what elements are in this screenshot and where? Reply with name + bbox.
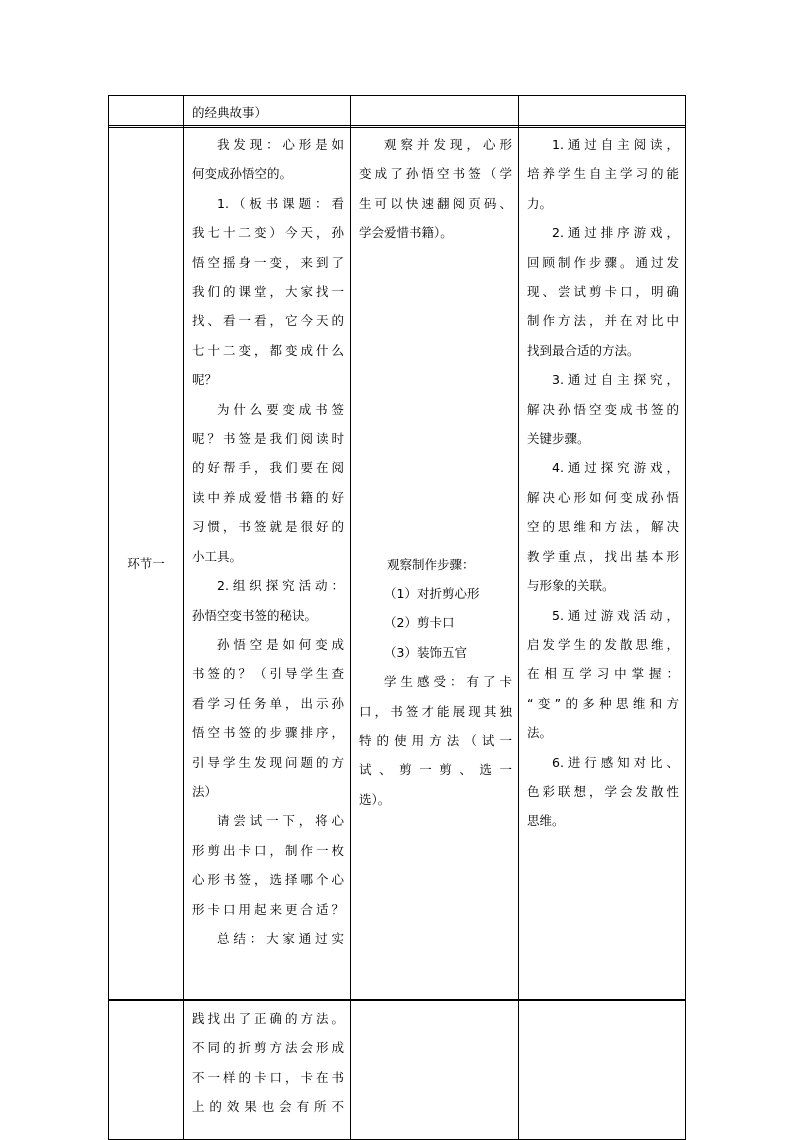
text-line: 试、剪一剪、选一 xyxy=(359,762,512,778)
text-line: 解决孙悟空变成书签的 xyxy=(527,401,679,417)
text-line: 心形书签，选择哪个心 xyxy=(192,872,344,888)
text-line: 变成了孙悟空书签（学 xyxy=(359,166,512,182)
text-line: 1.（板书课题：看 xyxy=(217,195,344,211)
text-line: 不一样的卡口，卡在书 xyxy=(192,1069,344,1085)
blank-space xyxy=(359,248,512,550)
text-line: 2.组织探究活动： xyxy=(217,578,344,594)
text-line: “变”的多种思维和方 xyxy=(527,695,679,711)
text-line: （1）对折剪心形 xyxy=(384,586,480,602)
text-line: 口，书签才能展现其独 xyxy=(359,703,512,719)
text-line: 看学习任务单，出示孙 xyxy=(192,695,344,711)
lesson-table-top xyxy=(108,95,686,128)
text-line: 3.通过自主探究， xyxy=(552,372,679,388)
design-intent-cell xyxy=(519,126,686,1001)
text-line: 色彩联想，学会发散性 xyxy=(527,783,679,799)
text-line: （3）装饰五官 xyxy=(384,644,467,660)
text-line: 书签的？（引导学生查 xyxy=(192,666,344,682)
text-line: 上的效果也会有所不 xyxy=(192,1099,344,1115)
student-activity-cell xyxy=(351,1000,519,1140)
lesson-table-bottom xyxy=(108,999,686,1140)
text-line: 读中养成爱惜书籍的好 xyxy=(192,489,344,505)
text-line: 6.进行感知对比、 xyxy=(552,754,679,770)
text-line: 现、尝试剪卡口，明确 xyxy=(527,284,679,300)
text-line: 的经典故事） xyxy=(192,105,268,120)
text-line: 培养学生自主学习的能 xyxy=(527,166,679,182)
text-line: 孙悟空是如何变成 xyxy=(217,636,344,652)
text-line: 形卡口用起来更合适？ xyxy=(192,901,344,917)
text-line: 呢？ xyxy=(192,372,218,388)
text-line: 总结：大家通过实 xyxy=(217,930,344,946)
text-line: 回顾制作步骤。通过发 xyxy=(527,254,679,270)
design-intent-cell xyxy=(519,96,686,128)
section-label-cell xyxy=(109,1000,184,1140)
text-line: 找到最合适的方法。 xyxy=(527,342,640,358)
text-line: 引导学生发现问题的方 xyxy=(192,754,344,770)
text-line: 的好帮手，我们要在阅 xyxy=(192,460,344,476)
text-line: 孙悟空变书签的秘诀。 xyxy=(192,607,318,623)
text-line: 我发现：心形是如 xyxy=(217,137,344,152)
text-line: 5.通过游戏活动， xyxy=(552,607,679,623)
text-line: 法。 xyxy=(527,725,553,741)
text-line: 关键步骤。 xyxy=(527,431,590,447)
text-line: 小工具。 xyxy=(192,548,243,564)
text-line: 习惯，书签就是很好的 xyxy=(192,519,344,535)
student-activity-cell xyxy=(351,96,519,128)
text-line: 践找出了正确的方法。 xyxy=(192,1011,344,1026)
text-line: 启发学生的发散思维， xyxy=(527,636,679,652)
text-line: 制作方法，并在对比中 xyxy=(527,313,679,329)
section-label-cell xyxy=(109,96,184,128)
text-line: 在相互学习中掌握： xyxy=(527,666,679,682)
text-line: 悟空摇身一变，来到了 xyxy=(192,254,344,270)
text-line: 选）。 xyxy=(359,791,391,807)
text-line: 特的使用方法（试一 xyxy=(359,733,512,749)
text-line: 找、看一看，它今天的 xyxy=(192,313,344,329)
text-line: 教学重点，找出基本形 xyxy=(527,548,679,564)
text-line: 空的思维和方法，解决 xyxy=(527,519,679,535)
text-line: 请尝试一下，将心 xyxy=(217,813,344,829)
text-line: 思维。 xyxy=(527,813,565,829)
text-line: 七十二变，都变成什么 xyxy=(192,342,344,358)
teacher-activity-cell xyxy=(184,1000,351,1140)
text-line: （2）剪卡口 xyxy=(384,615,455,631)
text-line: 呢？书签是我们阅读时 xyxy=(192,431,344,447)
design-intent-cell xyxy=(519,1000,686,1140)
text-line: 1.通过自主阅读， xyxy=(552,137,679,152)
text-line: 力。 xyxy=(527,195,553,211)
text-line: 解决心形如何变成孙悟 xyxy=(527,489,679,505)
text-line: 生可以快速翻阅页码、 xyxy=(359,195,512,211)
section-label-cell xyxy=(109,126,184,1001)
text-line: 我们的课堂，大家找一 xyxy=(192,284,344,300)
text-line: 为什么要变成书签 xyxy=(217,401,344,417)
text-line: 形剪出卡口，制作一枚 xyxy=(192,842,344,858)
teacher-activity-cell xyxy=(184,96,351,128)
text-line: 与形象的关联。 xyxy=(527,578,615,594)
text-line: 4.通过探究游戏， xyxy=(552,460,679,476)
teacher-activity-cell xyxy=(184,126,351,1001)
lesson-table-main xyxy=(108,125,686,1001)
text-line: 2.通过排序游戏， xyxy=(552,225,679,241)
text-line: 观察并发现，心形 xyxy=(384,137,512,152)
text-line: 何变成孙悟空的。 xyxy=(192,166,293,182)
text-line: 不同的折剪方法会形成 xyxy=(192,1040,344,1056)
text-line: 法） xyxy=(192,783,218,799)
student-activity-cell xyxy=(351,126,519,1001)
text-line: 悟空书签的步骤排序， xyxy=(192,725,344,741)
text-line: 学生感受：有了卡 xyxy=(384,674,512,690)
text-line: 我七十二变）今天，孙 xyxy=(192,225,344,241)
text-line: 学会爱惜书籍）。 xyxy=(359,225,453,241)
text-line: 观察制作步骤： xyxy=(387,556,475,572)
section-label: 环节一 xyxy=(127,556,165,571)
